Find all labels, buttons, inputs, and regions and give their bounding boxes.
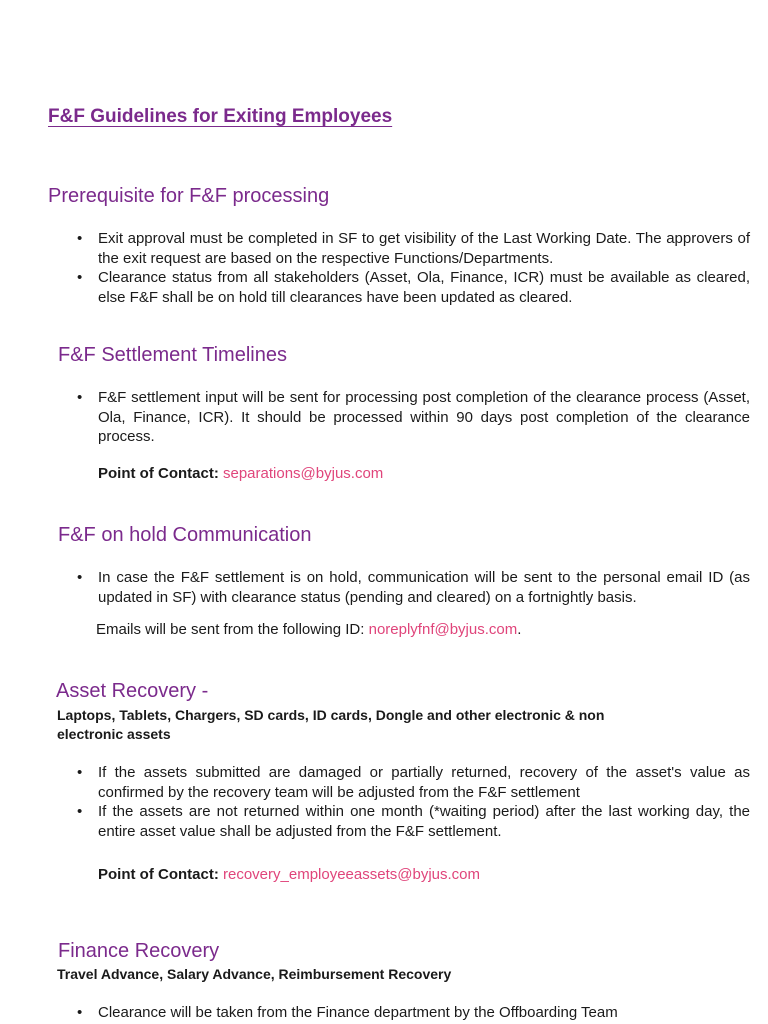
section-heading-prerequisite: Prerequisite for F&F processing	[48, 185, 330, 207]
finance-recovery-subheading: Travel Advance, Salary Advance, Reimbursement Recovery	[57, 966, 452, 982]
point-of-contact-label: Point of Contact:	[98, 465, 219, 482]
point-of-contact-label: Point of Contact:	[98, 866, 219, 883]
bullet-item: • Exit approval must be completed in SF to get visibility of the Last Working Date. The approvers of the exit request are based on the respective Functions/Departments.	[98, 229, 750, 268]
asset-recovery-point-of-contact	[98, 865, 480, 884]
asset-recovery-bullet-list	[98, 763, 750, 841]
emails-note-period: .	[517, 621, 522, 638]
bullet-item: • F&F settlement input will be sent for processing post completion of the clearance process (Asset, Ola, Finance, ICR). It should be processed within 90 days post completion of the clearance process.	[98, 388, 750, 447]
section-heading-on-hold-communication: F&F on hold Communication	[58, 524, 312, 546]
bullet-item: • If the assets are not returned within one month (*waiting period) after the last working day, the entire asset value shall be adjusted from the F&F settlement.	[98, 802, 750, 841]
emails-note-text: Emails will be sent from the following ID:	[96, 621, 369, 638]
section-heading-asset-recovery: Asset Recovery -	[56, 680, 209, 702]
bullet-item: • In case the F&F settlement is on hold, communication will be sent to the personal email ID (as updated in SF) with clearance status (pending and cleared) on a fortnightly basis.	[98, 568, 750, 607]
section-heading-finance-recovery: Finance Recovery	[58, 940, 220, 962]
asset-recovery-subheading: Laptops, Tablets, Chargers, SD cards, ID cards, Dongle and other electronic & non electronic assets	[57, 707, 605, 742]
finance-recovery-bullet-list	[98, 1003, 750, 1023]
prerequisite-bullet-list	[98, 229, 750, 307]
bullet-item: • Clearance will be taken from the Finance department by the Offboarding Team	[98, 1003, 750, 1023]
separations-email-link[interactable]: separations@byjus.com	[223, 465, 384, 482]
settlement-bullet-list	[98, 388, 750, 447]
section-heading-settlement-timelines: F&F Settlement Timelines	[58, 344, 287, 366]
settlement-point-of-contact	[98, 464, 383, 483]
document-title: F&F Guidelines for Exiting Employees	[48, 106, 393, 127]
bullet-item: • If the assets submitted are damaged or partially returned, recovery of the asset's value as confirmed by the recovery team will be adjusted from the F&F settlement	[98, 763, 750, 802]
noreply-email-link[interactable]: noreplyfnf@byjus.com	[368, 621, 518, 638]
bullet-item: • Clearance status from all stakeholders (Asset, Ola, Finance, ICR) must be available as cleared, else F&F shall be on hold till clearances have been updated as cleared.	[98, 268, 750, 307]
on-hold-bullet-list	[98, 568, 750, 607]
emails-sent-from-note	[96, 620, 521, 639]
recovery-email-link[interactable]: recovery_employeeassets@byjus.com	[223, 866, 480, 883]
